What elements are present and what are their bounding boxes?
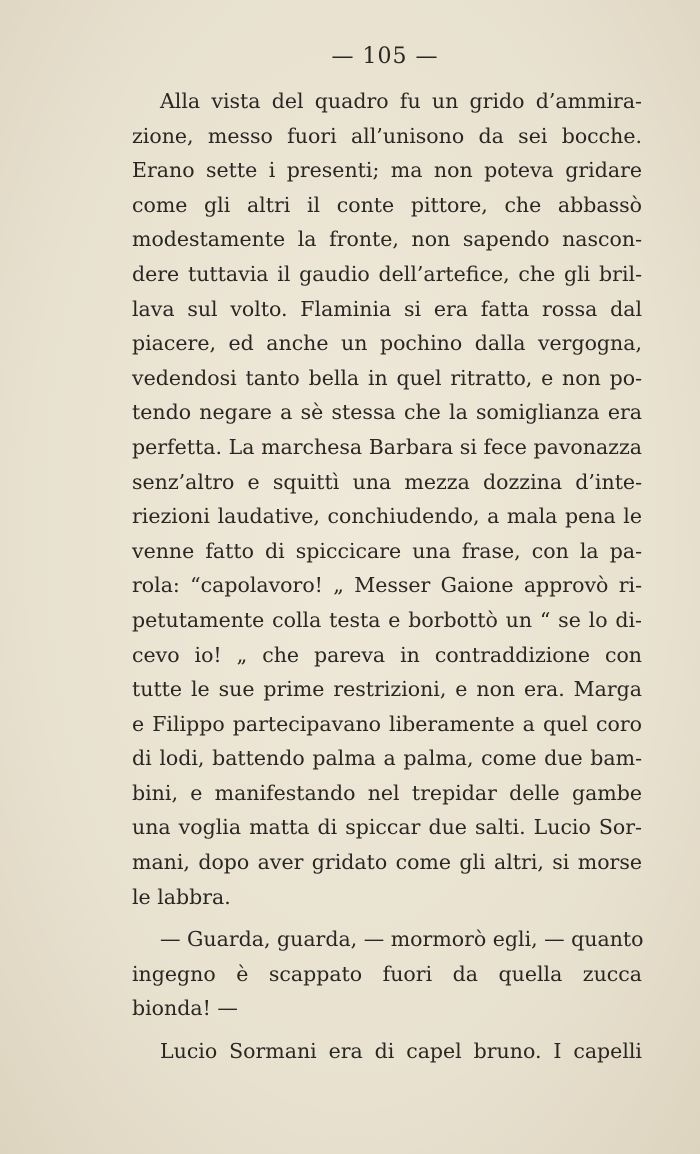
text-line: come gli altri il conte pittore, che abbassò <box>132 192 642 217</box>
text-line: Lucio Sormani era di capel bruno. I capelli <box>160 1039 642 1064</box>
text-line: bini, e manifestando nel trepidar delle gambe <box>132 780 642 805</box>
text-line: cevo io! „ che pareva in contraddizione con <box>132 642 642 667</box>
text-line: modestamente la fronte, non sapendo nascon- <box>132 227 642 252</box>
body-text <box>132 84 642 1069</box>
text-line: venne fatto di spiccicare una frase, con la pa- <box>132 538 642 563</box>
text-line: zione, messo fuori all’unisono da sei bocche. <box>132 123 642 148</box>
text-line: ingegno è scappato fuori da quella zucca <box>132 961 642 986</box>
text-line: rola: “capolavoro! „ Messer Gaione approvò ri- <box>132 573 642 598</box>
text-line: — Guarda, guarda, — mormorò egli, — quanto <box>160 927 644 952</box>
text-line: piacere, ed anche un pochino dalla vergogna, <box>132 331 642 356</box>
text-line: tendo negare a sè stessa che la somiglianza era <box>132 400 642 425</box>
text-line: riezioni laudative, conchiudendo, a mala pena le <box>132 504 642 529</box>
text-line: Alla vista del quadro fu un grido d’ammira- <box>160 89 642 113</box>
paragraph-3 <box>132 1034 642 1069</box>
page-number: — 105 — <box>331 44 439 69</box>
paragraph-1 <box>132 84 642 914</box>
text-line: bionda! — <box>132 996 238 1021</box>
text-line: e Filippo partecipavano liberamente a quel coro <box>132 711 642 736</box>
text-line: senz’altro e squittì una mezza dozzina d’inte- <box>132 469 642 494</box>
text-line: petutamente colla testa e borbottò un “ se lo di- <box>132 607 642 632</box>
text-line: le labbra. <box>132 884 231 909</box>
text-line: vedendosi tanto bella in quel ritratto, e non po- <box>132 365 642 390</box>
text-line: mani, dopo aver gridato come gli altri, si morse <box>132 850 642 875</box>
text-line: di lodi, battendo palma a palma, come due bam- <box>132 746 642 771</box>
text-line: lava sul volto. Flaminia si era fatta rossa dal <box>132 296 642 321</box>
text-line: tutte le sue prime restrizioni, e non era. Marga <box>132 677 642 702</box>
text-line: dere tuttavia il gaudio dell’artefice, che gli bril- <box>132 261 642 286</box>
text-line: una voglia matta di spiccar due salti. Lucio Sor- <box>132 815 642 840</box>
paragraph-2 <box>132 922 642 1026</box>
text-line: perfetta. La marchesa Barbara si fece pavonazza <box>132 434 642 459</box>
text-line: Erano sette i presenti; ma non poteva gridare <box>132 158 642 183</box>
